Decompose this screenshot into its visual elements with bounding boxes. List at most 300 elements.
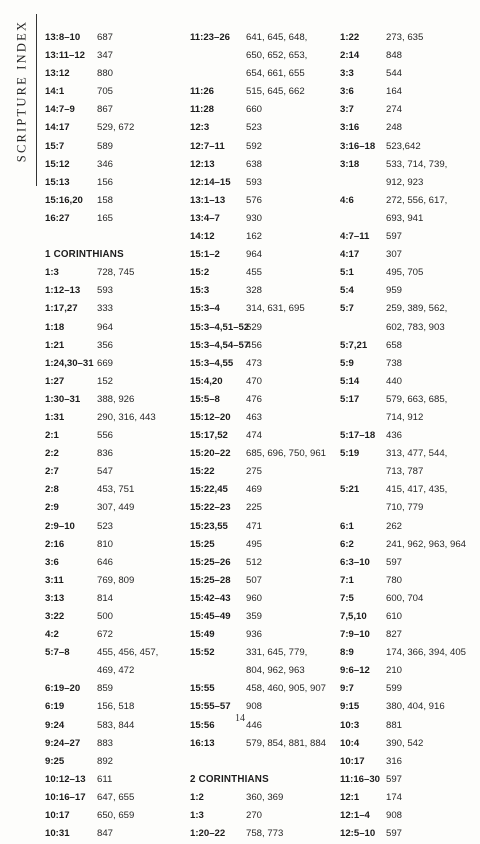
scripture-reference: 16:13 [190,737,215,749]
scripture-reference: 1:18 [45,321,65,333]
page-references: 597 [386,773,403,785]
page-references: 165 [97,212,114,224]
page-references: 469, 472 [97,665,135,677]
page-references: 270 [246,810,263,822]
page-references: 847 [97,828,114,840]
scripture-reference: 15:5–8 [190,393,220,405]
index-entry [340,464,478,482]
index-columns [45,30,475,840]
scripture-reference: 15:17,52 [190,430,228,442]
index-entry [190,500,338,518]
page-references: 650, 659 [97,810,135,822]
scripture-reference: 9:7 [340,683,354,695]
index-entry [190,301,338,319]
scripture-reference: 5:17 [340,393,360,405]
page-references: 495 [246,538,263,550]
index-entry [45,301,187,319]
index-entry [45,573,187,591]
scripture-reference: 15:20–22 [190,448,231,460]
page-references: 476 [246,393,263,405]
page-references: 669 [97,357,114,369]
page-references: 456 [246,339,263,351]
scripture-reference: 3:6 [340,86,354,98]
scripture-reference: 15:23,55 [190,520,228,532]
scripture-reference: 2:9–10 [45,520,75,532]
page-references: 455, 456, 457, [97,647,159,659]
scripture-reference: 1:27 [45,375,65,387]
book-title: 2 CORINTHIANS [190,773,269,785]
scripture-reference: 14:17 [45,122,70,134]
page-references: 936 [246,629,263,641]
page-references: 458, 460, 905, 907 [246,683,327,695]
page-references: 156 [97,176,114,188]
index-entry [190,374,338,392]
scripture-reference: 6:3–10 [340,556,370,568]
scripture-reference: 3:7 [340,104,354,116]
index-entry [340,519,478,537]
index-entry [45,772,187,790]
index-entry [190,120,338,138]
index-entry [190,573,338,591]
scripture-reference: 15:3 [190,285,210,297]
book-heading [45,247,187,265]
scripture-reference: 15:3–4,55 [190,357,234,369]
page-references: 836 [97,448,114,460]
page-references: 307 [386,249,403,261]
index-entry [340,193,478,211]
index-entry [190,609,338,627]
page-references: 436 [386,430,403,442]
scripture-reference: 1:22 [340,32,360,43]
scripture-reference: 3:22 [45,611,65,622]
page-references: 470 [246,375,263,387]
index-entry [45,139,187,157]
index-entry [45,229,187,247]
index-entry [340,30,478,48]
index-entry [45,356,187,374]
index-entry [45,754,187,772]
scripture-reference: 1:31 [45,411,65,423]
index-entry [45,120,187,138]
page-references: 313, 477, 544, [386,448,448,460]
scripture-reference: 10:16–17 [45,791,86,803]
page-references: 388, 926 [97,393,135,405]
page-references: 331, 645, 779, [246,647,308,659]
index-entry [45,265,187,283]
scripture-reference: 6:1 [340,520,354,532]
scripture-reference: 15:16,20 [45,194,83,206]
page-references: 262 [386,520,403,532]
page-references: 152 [97,375,114,387]
page-references: 579, 854, 881, 884 [246,737,327,749]
page-references: 908 [386,810,403,822]
scripture-reference: 15:3–4,51–52 [190,321,250,333]
index-entry [190,446,338,464]
page-references: 658 [386,339,403,351]
page-references: 597 [386,828,403,840]
page-references: 544 [386,68,403,80]
page-references: 158 [97,194,114,206]
scripture-reference: 1:21 [45,339,65,351]
page-references: 705 [97,86,114,98]
page-references: 290, 316, 443 [97,411,156,423]
page-references: 611 [97,773,113,785]
scripture-reference: 4:6 [340,194,354,206]
page-references: 908 [246,701,263,713]
index-entry [45,102,187,120]
scripture-reference: 12:1 [340,791,360,803]
index-entry [190,482,338,500]
page-references: 638 [246,158,263,170]
index-entry [190,66,338,84]
scripture-reference: 2:9 [45,502,59,514]
index-entry [45,736,187,754]
page-references: 360, 369 [246,791,284,803]
index-entry [45,663,187,681]
index-entry [340,537,478,555]
index-entry [190,627,338,645]
scripture-reference: 11:26 [190,86,215,98]
page-references: 346 [97,158,114,170]
index-entry [190,84,338,102]
page-references: 529, 672 [97,122,135,134]
index-entry [340,320,478,338]
index-entry [45,66,187,84]
scripture-reference: 10:31 [45,828,70,840]
index-entry [190,283,338,301]
index-entry [340,66,478,84]
scripture-reference: 4:17 [340,249,360,261]
book-heading [190,772,338,790]
index-entry [190,338,338,356]
index-entry [340,229,478,247]
index-entry [45,338,187,356]
page-references: 273, 635 [386,32,424,43]
page-references: 589 [97,140,114,152]
scripture-reference: 11:23–26 [190,32,231,43]
index-entry [340,356,478,374]
page-references: 693, 941 [386,212,424,224]
index-entry [190,790,338,808]
page-references: 162 [246,231,263,243]
page-references: 912, 923 [386,176,424,188]
index-entry [190,157,338,175]
index-entry [190,663,338,681]
page-references: 307, 449 [97,502,135,514]
index-entry [340,410,478,428]
index-entry [45,446,187,464]
page-references: 495, 705 [386,267,424,279]
index-entry [190,392,338,410]
page-references: 463 [246,411,263,423]
index-entry [190,537,338,555]
page-references: 867 [97,104,114,116]
page-references: 500 [97,611,114,622]
index-entry [340,754,478,772]
index-entry [190,48,338,66]
page-references: 646 [97,556,114,568]
index-entry [45,374,187,392]
index-entry [340,645,478,663]
index-entry [340,482,478,500]
page-references: 469 [246,484,263,496]
index-entry [340,627,478,645]
page-references: 602, 783, 903 [386,321,445,333]
index-entry [340,175,478,193]
page-references: 810 [97,538,114,550]
scripture-reference: 10:17 [45,810,70,822]
page-references: 415, 417, 435, [386,484,448,496]
page-references: 523,642 [386,140,421,152]
scripture-reference: 15:55–57 [190,701,231,713]
scripture-reference: 13:1–13 [190,194,226,206]
page-references: 804, 962, 963 [246,665,305,677]
page-references: 769, 809 [97,574,135,586]
index-entry [190,193,338,211]
page-references: 660 [246,104,263,116]
index-entry [190,826,338,844]
scripture-reference: 12:7–11 [190,140,225,152]
page-references: 848 [386,50,403,62]
scripture-reference: 9:15 [340,701,360,713]
page-references: 579, 663, 685, [386,393,448,405]
page-references: 597 [386,231,403,243]
scripture-reference: 15:56 [190,719,215,731]
page-references: 380, 404, 916 [386,701,445,713]
page-references: 685, 696, 750, 961 [246,448,327,460]
page-references: 780 [386,574,403,586]
index-entry [340,591,478,609]
page-references: 453, 751 [97,484,135,496]
page-references: 576 [246,194,263,206]
index-entry [45,175,187,193]
index-entry [190,464,338,482]
page-references: 964 [97,321,114,333]
scripture-reference: 3:13 [45,592,65,604]
scripture-reference: 15:2 [190,267,210,279]
page-references: 446 [246,719,263,731]
index-entry [190,645,338,663]
page-references: 960 [246,592,263,604]
index-entry [190,175,338,193]
scripture-reference: 12:3 [190,122,210,134]
scripture-reference: 1:2 [190,791,204,803]
scripture-reference: 5:1 [340,267,354,279]
scripture-reference: 5:14 [340,375,360,387]
page-references: 440 [386,375,403,387]
index-entry [190,247,338,265]
scripture-reference: 8:9 [340,647,354,659]
index-entry [45,681,187,699]
scripture-reference: 15:42–43 [190,592,231,604]
scripture-reference: 15:3–4 [190,303,220,315]
scripture-reference: 15:22 [190,466,215,478]
scripture-reference: 10:4 [340,737,360,749]
index-entry [190,320,338,338]
index-entry [45,627,187,645]
header-rule [36,14,37,186]
index-entry [45,392,187,410]
page-references: 333 [97,303,114,315]
index-entry [340,84,478,102]
index-entry [340,247,478,265]
index-entry [45,193,187,211]
page-references: 515, 645, 662 [246,86,305,98]
scripture-reference: 5:21 [340,484,360,496]
scripture-reference: 11:28 [190,104,215,116]
scripture-reference: 12:14–15 [190,176,231,188]
scripture-reference: 6:19–20 [45,683,81,695]
index-entry [340,102,478,120]
page-references: 455 [246,267,263,279]
index-entry [340,555,478,573]
page-references: 593 [97,285,114,297]
page-references: 275 [246,466,263,478]
page-references: 600, 704 [386,592,424,604]
index-entry [340,120,478,138]
scripture-reference: 6:2 [340,538,354,550]
page-references: 259, 389, 562, [386,303,448,315]
scripture-reference: 3:3 [340,68,354,80]
scripture-reference: 1:3 [45,267,59,279]
index-entry [340,374,478,392]
scripture-reference: 14:12 [190,231,215,243]
index-entry [190,519,338,537]
scripture-reference: 1:3 [190,810,204,822]
page-references: 728, 745 [97,267,135,279]
scripture-reference: 5:7–8 [45,647,70,659]
scripture-reference: 15:25 [190,538,215,550]
book-title: 1 CORINTHIANS [45,249,124,261]
page-references: 959 [386,285,403,297]
scripture-reference: 2:16 [45,538,65,550]
scripture-reference: 12:13 [190,158,215,170]
scripture-reference: 2:14 [340,50,360,62]
index-entry [340,283,478,301]
index-entry [45,826,187,844]
page-references: 512 [246,556,263,568]
page-references: 641, 645, 648, [246,32,308,43]
scripture-reference: 2:1 [45,430,59,442]
scripture-reference: 2:8 [45,484,59,496]
index-entry [340,446,478,464]
page-references: 316 [386,755,403,767]
page-references: 827 [386,629,403,641]
index-entry [340,301,478,319]
index-entry [340,500,478,518]
index-entry [190,591,338,609]
page-references: 738 [386,357,403,369]
page-references: 523 [246,122,263,134]
scripture-reference: 15:22–23 [190,502,231,514]
scripture-reference: 7:1 [340,574,354,586]
scripture-reference: 3:16 [340,122,360,134]
index-entry [45,609,187,627]
page-references: 672 [97,629,114,641]
page-references: 356 [97,339,114,351]
page-references: 328 [246,285,263,297]
scripture-reference: 15:55 [190,683,215,695]
index-entry [190,30,338,48]
index-entry [340,265,478,283]
scripture-reference: 1:17,27 [45,303,78,315]
scripture-reference: 13:8–10 [45,32,81,43]
index-entry [340,139,478,157]
page-references: 593 [246,176,263,188]
index-entry [45,48,187,66]
index-entry [45,808,187,826]
page-references: 174 [386,791,403,803]
page-references: 814 [97,592,114,604]
scripture-reference: 15:13 [45,176,70,188]
scripture-reference: 9:24–27 [45,737,81,749]
scripture-reference: 3:18 [340,158,360,170]
index-entry [45,591,187,609]
scripture-reference: 15:49 [190,629,215,641]
scripture-reference: 15:45–49 [190,611,231,622]
index-entry [45,428,187,446]
index-entry [45,500,187,518]
scripture-reference: 15:12–20 [190,411,231,423]
scripture-reference: 15:12 [45,158,70,170]
scripture-reference: 10:3 [340,719,360,731]
index-entry [45,30,187,48]
scripture-reference: 4:2 [45,629,59,641]
scripture-reference: 1:12–13 [45,285,81,297]
page-references: 533, 714, 739, [386,158,448,170]
scripture-reference: 7:5 [340,592,354,604]
scripture-reference: 5:17–18 [340,430,376,442]
index-entry [45,211,187,229]
scripture-reference: 9:25 [45,755,65,767]
page-references: 474 [246,430,263,442]
scripture-reference: 5:9 [340,357,354,369]
scripture-reference: 2:2 [45,448,59,460]
index-entry [45,320,187,338]
index-entry [190,410,338,428]
scripture-reference: 3:6 [45,556,59,568]
index-entry [190,356,338,374]
scripture-reference: 5:7,21 [340,339,368,351]
page-references: 597 [386,556,403,568]
index-entry [45,410,187,428]
scripture-reference: 4:7–11 [340,231,370,243]
page-references: 964 [246,249,263,261]
scripture-reference: 9:6–12 [340,665,370,677]
index-entry [45,537,187,555]
scripture-reference: 1:30–31 [45,393,81,405]
page-references: 241, 962, 963, 964 [386,538,467,550]
page-references: 713, 787 [386,466,424,478]
page-references: 347 [97,50,114,62]
index-entry [340,392,478,410]
page-references: 710, 779 [386,502,424,514]
page-references: 859 [97,683,114,695]
page-references: 687 [97,32,114,43]
index-entry [340,772,478,790]
scripture-reference: 12:1–4 [340,810,370,822]
section-title: SCRIPTURE INDEX [14,19,29,163]
page-references: 547 [97,466,114,478]
index-entry [190,754,338,772]
page-references: 599 [386,683,403,695]
index-entry [340,211,478,229]
index-entry [340,808,478,826]
page-references: 473 [246,357,263,369]
section-header [6,16,36,166]
index-entry [190,555,338,573]
page-references: 654, 661, 655 [246,68,305,80]
